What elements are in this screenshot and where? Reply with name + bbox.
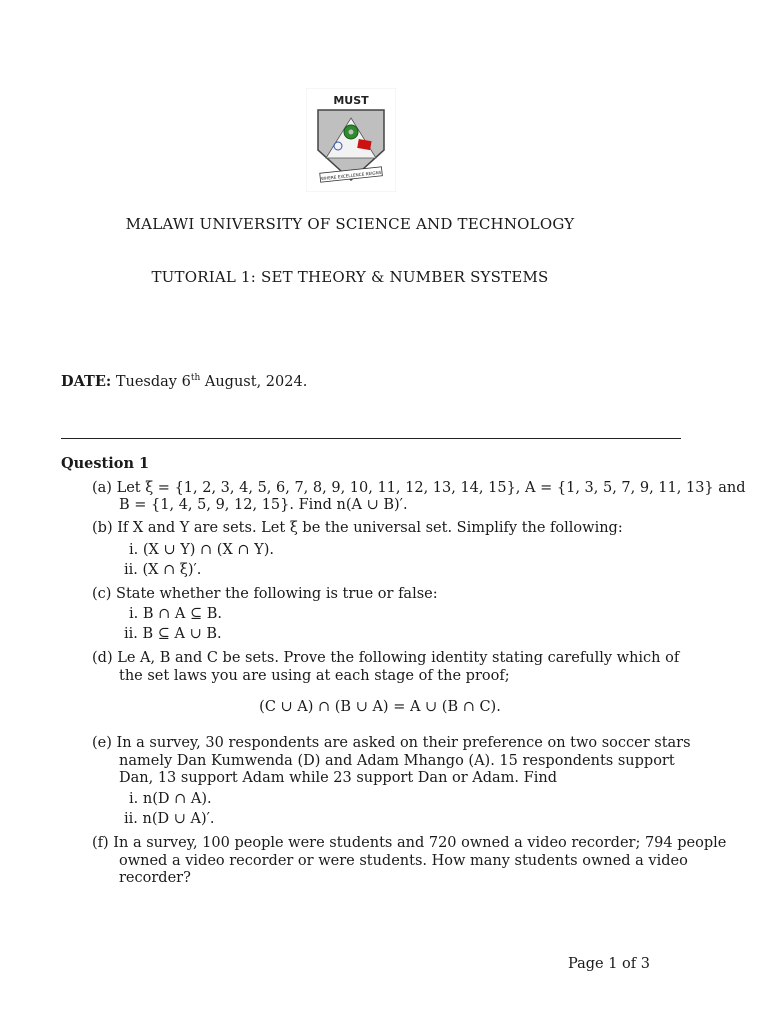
q-line-f3: recorder? [119,870,191,886]
page-number: Page 1 of 3 [568,956,650,972]
date-sup: th [190,373,201,384]
date-day: Tuesday 6 [115,374,191,390]
q-line-f1: (f) In a survey, 100 people were students and 720 owned a video recorder; 794 people [92,835,727,851]
date-line [61,373,307,390]
q-line-c1: (c) State whether the following is true or false: [92,586,438,602]
date-label: DATE: [61,373,112,390]
q-line-a2: B = {1, 4, 5, 9, 12, 15}. Find n(A ∪ B)′. [119,497,408,513]
q-line-b-ii: ii. (X ∩ ξ)′. [124,562,202,578]
tutorial-title: TUTORIAL 1: SET THEORY & NUMBER SYSTEMS [151,268,549,286]
date-rest: August, 2024. [200,374,308,390]
university-name: MALAWI UNIVERSITY OF SCIENCE AND TECHNOLOGY [125,215,575,233]
q-line-e3: Dan, 13 support Adam while 23 support Dan or Adam. Find [119,770,557,786]
q-line-c-ii: ii. B ⊆ A ∪ B. [124,626,222,642]
q-line-b1: (b) If X and Y are sets. Let ξ be the universal set. Simplify the following: [92,520,623,536]
logo-motto: WHERE EXCELLENCE REIGNS [320,169,382,182]
q-line-c-i: i. B ∩ A ⊆ B. [129,606,222,622]
q-line-d1: (d) Le A, B and C be sets. Prove the following identity stating carefully which of [92,650,680,666]
q-line-d-identity: (C ∪ A) ∩ (B ∪ A) = A ∪ (B ∩ C). [259,699,501,715]
q-line-f2: owned a video recorder or were students. How many students owned a video [119,853,688,869]
horizontal-rule [61,438,681,439]
q-line-e1: (e) In a survey, 30 respondents are asked on their preference on two soccer stars [92,735,691,751]
q-line-e-i: i. n(D ∩ A). [129,791,212,807]
q-line-e2: namely Dan Kumwenda (D) and Adam Mhango (A). 15 respondents support [119,753,675,769]
q-line-d2: the set laws you are using at each stage of the proof; [119,668,510,684]
q-line-a1: (a) Let ξ = {1, 2, 3, 4, 5, 6, 7, 8, 9, 10, 11, 12, 13, 14, 15}, A = {1, 3, 5, 7, 9, 11, 13} and [92,480,746,496]
q-line-b-i: i. (X ∪ Y) ∩ (X ∩ Y). [129,542,274,558]
university-logo [306,88,396,192]
q-line-e-ii: ii. n(D ∪ A)′. [124,811,215,827]
question-heading: Question 1 [61,455,150,472]
logo-text: MUST [333,94,369,107]
